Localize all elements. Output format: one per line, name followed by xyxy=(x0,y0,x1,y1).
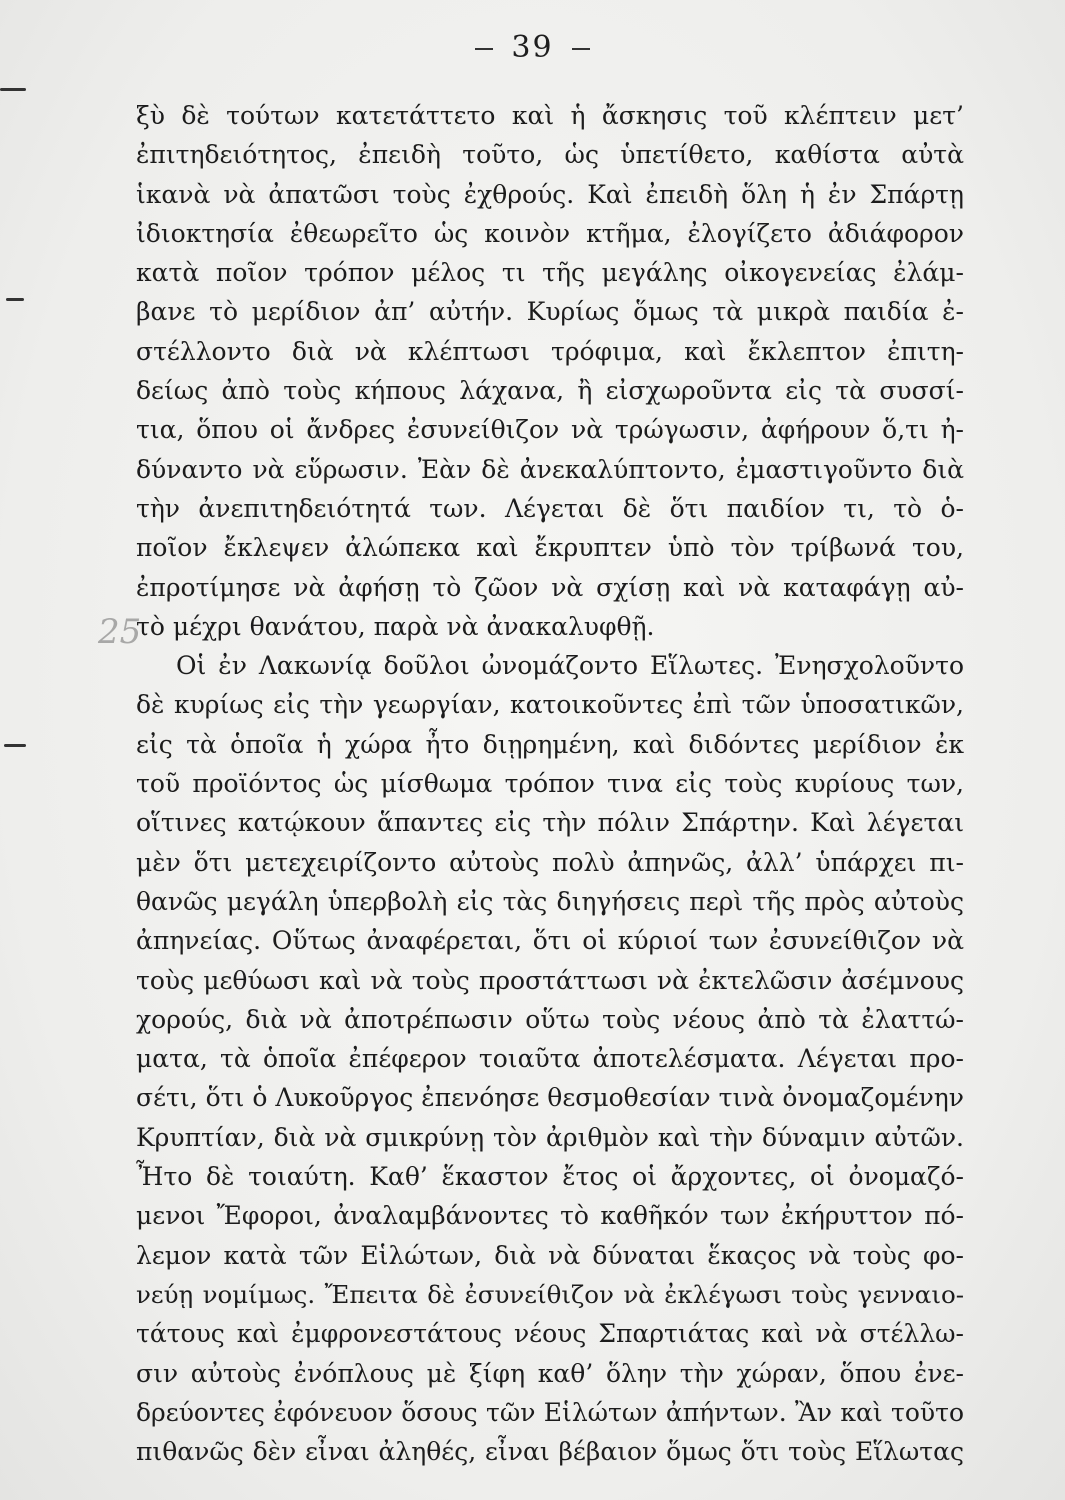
text-line: ποῖον ἔκλεψεν ἀλώπεκα καὶ ἔκρυπτεν ὑπὸ τὸν τρίβωνά του, xyxy=(136,533,964,563)
text-line: ξὺ δὲ τούτων κατετάττετο καὶ ἡ ἄσκησις τοῦ κλέπτειν μετ’ xyxy=(136,101,964,130)
text-line: ἀπηνείας. Οὕτως ἀναφέρεται, ὅτι οἱ κύριοί των ἐσυνείθιζον νὰ xyxy=(136,926,964,956)
text-line: μὲν ὅτι μετεχειρίζοντο αὐτοὺς πολὺ ἀπηνῶς, ἀλλ’ ὑπάρχει πι- xyxy=(136,847,964,877)
text-line: τοὺς μεθύωσι καὶ νὰ τοὺς προστάττωσι νὰ ἐκτελῶσιν ἀσέμνους xyxy=(136,965,964,995)
text-line: Ἦτο δὲ τοιαύτη. Καθ’ ἕκαστον ἔτος οἱ ἄρχοντες, οἱ ὀνομαζό- xyxy=(136,1162,964,1192)
text-line: ἐπιτηδειότητος, ἐπειδὴ τοῦτο, ὡς ὑπετίθετο, καθίστα αὐτὰ xyxy=(136,140,964,170)
text-line: σιν αὐτοὺς ἐνόπλους μὲ ξίφη καθ’ ὅλην τὴν χώραν, ὅπου ἐνε- xyxy=(136,1358,964,1388)
binding-edge-marks xyxy=(0,0,40,1500)
text-line: μενοι Ἔφοροι, ἀναλαμβάνοντες τὸ καθῆκόν των ἐκήρυττον πό- xyxy=(136,1201,964,1231)
text-line: τια, ὅπου οἱ ἄνδρες ἐσυνείθιζον νὰ τρώγωσιν, ἀφήρουν ὅ,τι ἠ- xyxy=(136,415,964,445)
text-line: θανῶς μεγάλη ὑπερβολὴ εἰς τὰς διηγήσεις περὶ τῆς πρὸς αὐτοὺς xyxy=(136,886,964,916)
text-line: οἵτινες κατῴκουν ἅπαντες εἰς τὴν πόλιν Σπάρτην. Καὶ λέγεται xyxy=(136,808,964,838)
text-line: σέτι, ὅτι ὁ Λυκοῦργος ἐπενόησε θεσμοθεσίαν τινὰ ὀνομαζομένην xyxy=(136,1083,964,1113)
page-number-dash-left xyxy=(475,48,493,50)
body-text xyxy=(136,96,964,1471)
text-line: ἐπροτίμησε νὰ ἀφήσῃ τὸ ζῶον νὰ σχίσῃ καὶ νὰ καταφάγῃ αὐ- xyxy=(136,572,964,602)
text-line: τάτους καὶ ἐμφρονεστάτους νέους Σπαρτιάτας καὶ νὰ στέλλω- xyxy=(136,1319,964,1349)
text-line: τὴν ἀνεπιτηδειότητά των. Λέγεται δὲ ὅτι παιδίον τι, τὸ ὁ- xyxy=(136,493,964,523)
text-line-paragraph-start: Οἱ ἐν Λακωνίᾳ δοῦλοι ὠνομάζοντο Εἵλωτες. Ἐνησχολοῦντο xyxy=(176,651,964,681)
text-line: ἰδιοκτησία ἐθεωρεῖτο ὡς κοινὸν κτῆμα, ἐλογίζετο ἀδιάφορον xyxy=(136,218,964,248)
text-line: εἰς τὰ ὁποῖα ἡ χώρα ἦτο διῃρημένη, καὶ διδόντες μερίδιον ἐκ xyxy=(136,729,964,759)
text-line: ἱκανὰ νὰ ἀπατῶσι τοὺς ἐχθρούς. Καὶ ἐπειδὴ ὅλη ἡ ἐν Σπάρτῃ xyxy=(136,179,964,209)
margin-annotation: 25 xyxy=(98,612,142,652)
edge-mark xyxy=(0,88,26,91)
text-line: στέλλοντο διὰ νὰ κλέπτωσι τρόφιμα, καὶ ἔκλεπτον ἐπιτη- xyxy=(136,336,964,366)
text-line: νεύῃ νομίμως. Ἔπειτα δὲ ἐσυνείθιζον νὰ ἐκλέγωσι τοὺς γενναιο- xyxy=(136,1279,964,1309)
edge-mark xyxy=(6,298,24,301)
text-line: δὲ κυρίως εἰς τὴν γεωργίαν, κατοικοῦντες ἐπὶ τῶν ὑποσατικῶν, xyxy=(136,690,964,720)
text-line: δείως ἀπὸ τοὺς κήπους λάχανα, ἢ εἰσχωροῦντα εἰς τὰ συσσί- xyxy=(136,376,964,406)
edge-mark xyxy=(4,744,26,747)
text-line: δύναντο νὰ εὕρωσιν. Ἐὰν δὲ ἀνεκαλύπτοντο, ἐμαστιγοῦντο διὰ xyxy=(136,454,964,484)
text-line: τοῦ προϊόντος ὡς μίσθωμα τρόπον τινα εἰς τοὺς κυρίους των, xyxy=(136,769,964,799)
text-line: ματα, τὰ ὁποῖα ἐπέφερον τοιαῦτα ἀποτελέσματα. Λέγεται προ- xyxy=(136,1044,964,1074)
text-line-paragraph-end: τὸ μέχρι θανάτου, παρὰ νὰ ἀνακαλυφθῇ. xyxy=(136,611,655,641)
text-line: βανε τὸ μερίδιον ἀπ’ αὐτήν. Κυρίως ὅμως τὰ μικρὰ παιδία ἐ- xyxy=(136,297,964,327)
text-line: λεμον κατὰ τῶν Εἱλώτων, διὰ νὰ δύναται ἕκαςος νὰ τοὺς φο- xyxy=(136,1240,964,1270)
page-number-dash-right xyxy=(572,48,590,50)
text-line: χορούς, διὰ νὰ ἀποτρέπωσιν οὕτω τοὺς νέους ἀπὸ τὰ ἐλαττώ- xyxy=(136,1004,964,1034)
page-number-text: 39 xyxy=(511,30,554,65)
text-line: πιθανῶς δὲν εἶναι ἀληθές, εἶναι βέβαιον ὅμως ὅτι τοὺς Εἵλωτας xyxy=(136,1437,964,1467)
text-line: Κρυπτίαν, διὰ νὰ σμικρύνῃ τὸν ἀριθμὸν καὶ τὴν δύναμιν αὐτῶν. xyxy=(136,1122,964,1152)
page-number xyxy=(0,30,1065,65)
text-line: δρεύοντες ἐφόνευον ὅσους τῶν Εἱλώτων ἀπήντων. Ἂν καὶ τοῦτο xyxy=(136,1397,964,1427)
text-line: κατὰ ποῖον τρόπον μέλος τι τῆς μεγάλης οἰκογενείας ἐλάμ- xyxy=(136,258,964,288)
